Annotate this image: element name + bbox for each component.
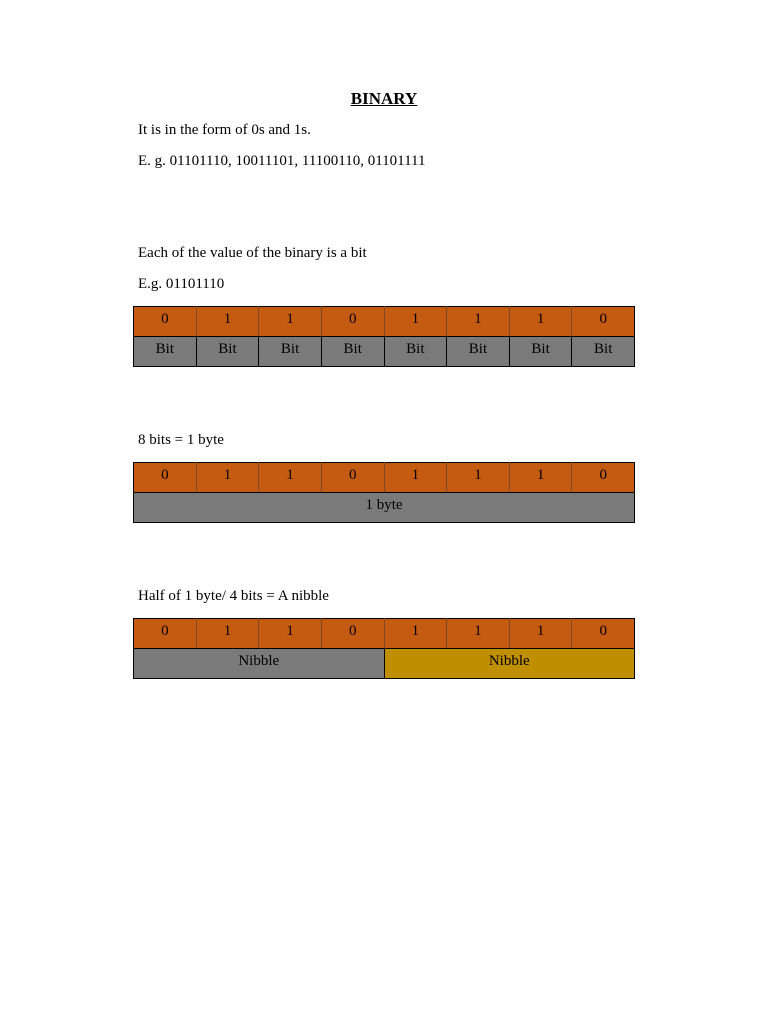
- nibble-value-cell: 1: [196, 619, 259, 649]
- bits-example: E.g. 01101110: [138, 276, 225, 292]
- bit-label-cell: Bit: [572, 337, 635, 367]
- bit-value-cell: 0: [572, 307, 635, 337]
- bit-label-cell: Bit: [447, 337, 510, 367]
- nibble-heading: Half of 1 byte/ 4 bits = A nibble: [138, 588, 329, 604]
- byte-value-cell: 1: [384, 463, 447, 493]
- nibble-value-cell: 0: [134, 619, 197, 649]
- bit-value-cell: 1: [509, 307, 572, 337]
- byte-value-row: [134, 463, 635, 493]
- bit-label-cell: Bit: [259, 337, 322, 367]
- page-title: BINARY: [350, 89, 418, 108]
- intro-line-1: It is in the form of 0s and 1s.: [138, 122, 311, 138]
- nibble-value-cell: 1: [447, 619, 510, 649]
- nibble-table: [133, 618, 635, 679]
- bit-label-cell: Bit: [134, 337, 197, 367]
- byte-value-cell: 1: [196, 463, 259, 493]
- byte-value-cell: 1: [259, 463, 322, 493]
- bits-label-row: [134, 337, 635, 367]
- nibble-value-cell: 0: [572, 619, 635, 649]
- nibble-label-row: [134, 649, 635, 679]
- bit-value-cell: 1: [447, 307, 510, 337]
- bit-value-cell: 0: [134, 307, 197, 337]
- byte-value-cell: 1: [509, 463, 572, 493]
- bit-value-cell: 0: [321, 307, 384, 337]
- nibble-value-cell: 1: [509, 619, 572, 649]
- intro-line-2: E. g. 01101110, 10011101, 11100110, 01101111: [138, 153, 426, 169]
- bits-table: [133, 306, 635, 367]
- byte-value-cell: 0: [134, 463, 197, 493]
- byte-value-cell: 0: [572, 463, 635, 493]
- bits-heading: Each of the value of the binary is a bit: [138, 245, 367, 261]
- bit-value-cell: 1: [259, 307, 322, 337]
- bit-label-cell: Bit: [196, 337, 259, 367]
- nibble-label-cell-second: Nibble: [384, 649, 635, 679]
- nibble-value-cell: 0: [321, 619, 384, 649]
- nibble-value-cell: 1: [259, 619, 322, 649]
- nibble-label-cell-first: Nibble: [134, 649, 385, 679]
- nibble-value-cell: 1: [384, 619, 447, 649]
- bits-value-row: [134, 307, 635, 337]
- byte-heading: 8 bits = 1 byte: [138, 432, 224, 448]
- byte-label-cell: 1 byte: [134, 493, 635, 523]
- bit-label-cell: Bit: [321, 337, 384, 367]
- bit-value-cell: 1: [384, 307, 447, 337]
- bit-label-cell: Bit: [384, 337, 447, 367]
- byte-value-cell: 0: [321, 463, 384, 493]
- byte-table: [133, 462, 635, 523]
- nibble-value-row: [134, 619, 635, 649]
- bit-value-cell: 1: [196, 307, 259, 337]
- byte-label-row: [134, 493, 635, 523]
- bit-label-cell: Bit: [509, 337, 572, 367]
- byte-value-cell: 1: [447, 463, 510, 493]
